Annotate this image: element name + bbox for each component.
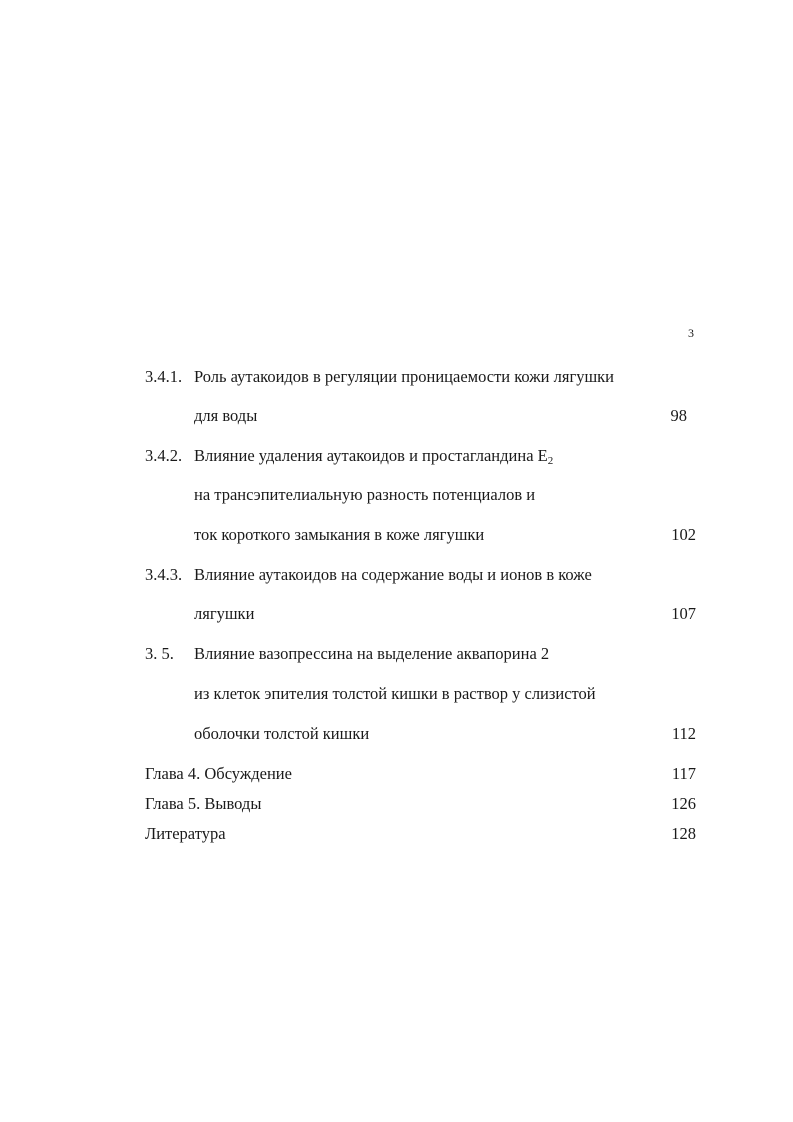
entry-page: 126 xyxy=(671,794,696,813)
toc-entry-references xyxy=(145,824,696,844)
toc-entry-chapter-4 xyxy=(145,764,696,784)
entry-title: Влияние вазопрессина на выделение аквапорина 2 xyxy=(194,644,550,663)
entry-page: 98 xyxy=(670,406,687,425)
entry-page: 112 xyxy=(671,724,696,743)
section-number: 3.4.1. xyxy=(145,367,183,386)
section-number: 3. 5. xyxy=(145,644,174,663)
entry-page: 102 xyxy=(671,525,696,544)
entry-title: Влияние аутакоидов на содержание воды и ионов в коже xyxy=(194,565,592,584)
section-number: 3.4.3. xyxy=(145,565,183,584)
toc-entry-chapter-5 xyxy=(145,794,696,814)
entry-title: лягушки xyxy=(194,604,255,623)
entry-title: Роль аутакоидов в регуляции проницаемости кожи лягушки xyxy=(194,367,615,386)
entry-page: 117 xyxy=(671,764,696,783)
page-number: 3 xyxy=(688,326,694,340)
entry-title: Литература xyxy=(145,824,226,843)
entry-title: из клеток эпителия толстой кишки в раствор у слизистой xyxy=(194,684,596,703)
entry-title: Глава 4. Обсуждение xyxy=(145,764,292,783)
entry-page: 107 xyxy=(671,604,696,623)
entry-title: оболочки толстой кишки xyxy=(194,724,370,743)
section-number: 3.4.2. xyxy=(145,446,183,465)
entry-page: 128 xyxy=(671,824,696,843)
entry-title: ток короткого замыкания в коже лягушки xyxy=(194,525,485,544)
entry-title: Глава 5. Выводы xyxy=(145,794,262,813)
subscript: 2 xyxy=(547,455,554,467)
entry-title: Влияние удаления аутакоидов и простагландина E xyxy=(194,446,548,465)
entry-title: на трансэпителиальную разность потенциалов и xyxy=(194,485,536,504)
entry-title: для воды xyxy=(194,406,258,425)
